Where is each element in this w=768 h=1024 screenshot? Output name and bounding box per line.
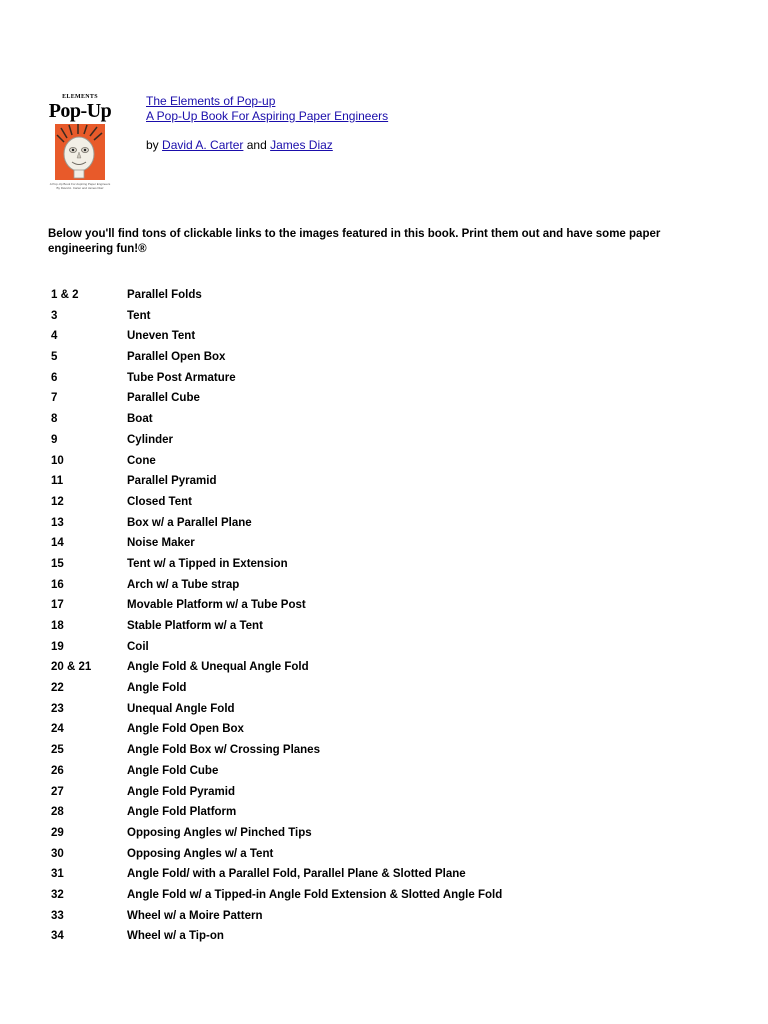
page-number: 13 [51, 516, 64, 529]
toc-row[interactable] [51, 805, 711, 826]
toc-row[interactable] [51, 785, 711, 806]
page-number: 24 [51, 723, 64, 736]
toc-row[interactable] [51, 722, 711, 743]
project-title[interactable]: Coil [127, 640, 149, 653]
toc-row[interactable] [51, 619, 711, 640]
project-title[interactable]: Boat [127, 413, 153, 426]
page-number: 1 & 2 [51, 289, 79, 301]
cover-caption: A Pop-Up Book For Aspiring Paper Engineers By David A. Carter and James Diaz [49, 182, 111, 190]
toc-row[interactable] [51, 350, 711, 371]
project-title[interactable]: Noise Maker [127, 537, 195, 550]
toc-row[interactable] [51, 557, 711, 578]
by-label: by [146, 138, 159, 152]
project-title[interactable]: Tent w/ a Tipped in Extension [127, 557, 288, 570]
project-title[interactable]: Box w/ a Parallel Plane [127, 516, 252, 529]
toc-row[interactable] [51, 743, 711, 764]
page-number: 16 [51, 578, 64, 591]
page-number: 3 [51, 309, 58, 322]
project-title[interactable]: Opposing Angles w/ a Tent [127, 847, 274, 860]
toc-row[interactable] [51, 847, 711, 868]
page-number: 17 [51, 599, 64, 612]
page-number: 27 [51, 785, 64, 798]
project-title[interactable]: Parallel Pyramid [127, 475, 217, 488]
project-title[interactable]: Movable Platform w/ a Tube Post [127, 599, 306, 612]
intro-paragraph: Below you'll find tons of clickable links to the images featured in this book. Print them out and have some paper engineering fun!® [48, 228, 661, 255]
page-number: 28 [51, 806, 64, 819]
toc-row[interactable] [51, 391, 711, 412]
toc-row[interactable] [51, 929, 711, 950]
page-number: 18 [51, 620, 64, 632]
project-title[interactable]: Cone [127, 454, 156, 467]
page-number: 4 [51, 330, 58, 343]
page-number: 31 [51, 868, 64, 881]
project-title[interactable]: Parallel Open Box [127, 351, 226, 364]
toc-row[interactable] [51, 578, 711, 599]
toc-row[interactable] [51, 702, 711, 723]
project-title[interactable]: Angle Fold [127, 682, 187, 695]
project-title[interactable]: Opposing Angles w/ Pinched Tips [127, 826, 312, 839]
table-of-contents [51, 288, 711, 950]
page-number: 10 [51, 454, 64, 467]
face-sculpture-icon [55, 124, 105, 180]
page-number: 26 [51, 764, 64, 777]
project-title[interactable]: Wheel w/ a Moire Pattern [127, 909, 263, 922]
toc-row[interactable] [51, 681, 711, 702]
project-title[interactable]: Angle Fold w/ a Tipped-in Angle Fold Extension & Slotted Angle Fold [127, 888, 503, 901]
author-link-david-carter[interactable]: David A. Carter [162, 138, 244, 152]
cover-illustration [55, 124, 105, 180]
toc-row[interactable] [51, 640, 711, 661]
project-title[interactable]: Angle Fold Cube [127, 764, 219, 777]
toc-row[interactable] [51, 288, 711, 309]
toc-row[interactable] [51, 660, 711, 681]
page-number: 14 [51, 537, 64, 550]
project-title[interactable]: Parallel Folds [127, 289, 202, 301]
toc-row[interactable] [51, 433, 711, 454]
page-number: 30 [51, 847, 64, 860]
page-number: 33 [51, 909, 64, 922]
project-title[interactable]: Angle Fold Open Box [127, 723, 244, 736]
page-number: 12 [51, 495, 64, 508]
cover-title-area [46, 92, 114, 122]
toc-row[interactable] [51, 329, 711, 350]
toc-row[interactable] [51, 888, 711, 909]
project-title[interactable]: Angle Fold Pyramid [127, 785, 235, 798]
page-number: 23 [51, 702, 64, 715]
toc-row[interactable] [51, 909, 711, 930]
toc-row[interactable] [51, 598, 711, 619]
toc-row[interactable] [51, 764, 711, 785]
toc-row[interactable] [51, 536, 711, 557]
toc-row[interactable] [51, 516, 711, 537]
project-title[interactable]: Uneven Tent [127, 330, 196, 343]
project-title[interactable]: Unequal Angle Fold [127, 702, 235, 715]
cover-big-title: Pop-Up [48, 100, 112, 122]
toc-row[interactable] [51, 495, 711, 516]
page-number: 11 [51, 475, 64, 488]
project-title[interactable]: Stable Platform w/ a Tent [127, 620, 263, 632]
project-title[interactable]: Angle Fold/ with a Parallel Fold, Parallel Plane & Slotted Plane [127, 868, 466, 881]
project-title[interactable]: Cylinder [127, 433, 174, 446]
project-title[interactable]: Angle Fold Box w/ Crossing Planes [127, 744, 320, 757]
page-number: 5 [51, 351, 58, 364]
project-title[interactable]: Tube Post Armature [127, 371, 236, 384]
page-number: 29 [51, 826, 64, 839]
toc-row[interactable] [51, 474, 711, 495]
byline [146, 138, 333, 153]
toc-row[interactable] [51, 371, 711, 392]
page-number: 19 [51, 640, 64, 653]
toc-row[interactable] [51, 867, 711, 888]
project-title[interactable]: Closed Tent [127, 495, 192, 508]
page-number: 34 [51, 930, 64, 943]
page-number: 15 [51, 557, 64, 570]
author-link-james-diaz[interactable]: James Diaz [270, 138, 333, 152]
page-number: 7 [51, 392, 58, 405]
toc-row[interactable] [51, 412, 711, 433]
book-header [146, 94, 388, 124]
project-title[interactable]: Wheel w/ a Tip-on [127, 930, 224, 943]
page-number: 6 [51, 371, 58, 384]
page-number: 9 [51, 433, 58, 446]
cover-small-title: ELEMENTS [62, 94, 98, 100]
project-title[interactable]: Angle Fold Platform [127, 806, 237, 819]
book-subtitle-link[interactable]: A Pop-Up Book For Aspiring Paper Engineers [146, 109, 389, 123]
project-title[interactable]: Tent [127, 309, 151, 322]
book-cover-image[interactable] [46, 92, 114, 192]
project-title[interactable]: Angle Fold & Unequal Angle Fold [127, 661, 309, 674]
toc-row[interactable] [51, 826, 711, 847]
and-label: and [246, 138, 267, 152]
toc-row[interactable] [51, 454, 711, 475]
page-number: 20 & 21 [51, 661, 92, 674]
page-number: 32 [51, 888, 64, 901]
project-title[interactable]: Parallel Cube [127, 392, 200, 405]
page-number: 25 [51, 744, 64, 757]
project-title[interactable]: Arch w/ a Tube strap [127, 578, 240, 591]
page-number: 8 [51, 413, 58, 426]
book-title-link[interactable]: The Elements of Pop-up [146, 94, 276, 108]
toc-row[interactable] [51, 309, 711, 330]
page-number: 22 [51, 682, 64, 695]
